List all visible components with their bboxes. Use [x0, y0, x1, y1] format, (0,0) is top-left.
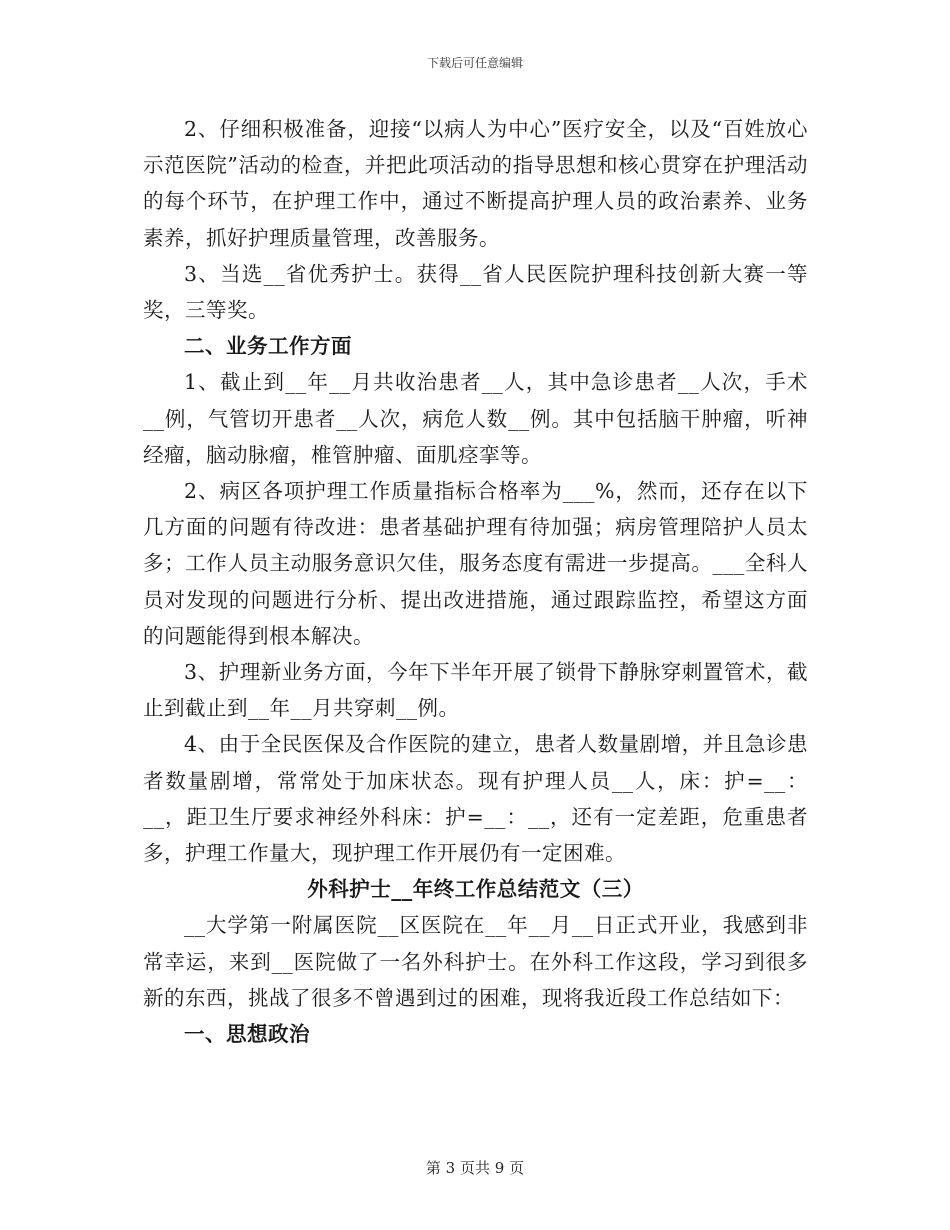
paragraph-intro: __大学第一附属医院__区医院在__年__月__日正式开业，我感到非常幸运，来到__医院做了一名外科护士。在外科工作这段，学习到很多新的东西，挑战了很多不曾遇到过的困难，现将我近段工作总结如下：	[143, 913, 808, 1010]
document-body	[143, 111, 808, 1052]
paragraph-business-2: 2、病区各项护理工作质量指标合格率为___%，然而，还存在以下几方面的问题有待改进：患者基础护理有待加强；病房管理陪护人员太多；工作人员主动服务意识欠佳，服务态度有需进一步提高。___全科人员对发现的问题进行分析、提出改进措施，通过跟踪监控，希望这方面的问题能得到根本解决。	[143, 479, 808, 648]
section-heading-ideology: 一、思想政治	[184, 1022, 310, 1047]
article-title: 外科护士__年终工作总结范文（三）	[307, 877, 644, 902]
paragraph-business-3: 3、护理新业务方面，今年下半年开展了锁骨下静脉穿刺置管术，截止到截止到__年__月共穿刺__例。	[143, 660, 808, 721]
page-number: 第 3 页共 9 页	[425, 1159, 525, 1177]
page-header: 下载后可任意编辑	[426, 56, 523, 70]
paragraph-business-4: 4、由于全民医保及合作医院的建立，患者人数量剧增，并且急诊患者数量剧增，常常处于加床状态。现有护理人员__人，床：护=__：__，距卫生厅要求神经外科床：护=__：__，还有一定差距，危重患者多，护理工作量大，现护理工作开展仍有一定困难。	[143, 732, 808, 866]
paragraph-business-1: 1、截止到__年__月共收治患者__人，其中急诊患者__人次，手术__例，气管切开患者__人次，病危人数__例。其中包括脑干肿瘤，听神经瘤，脑动脉瘤，椎管肿瘤、面肌痉挛等。	[143, 370, 808, 467]
paragraph-item-2: 2、仔细积极准备，迎接“以病人为中心”医疗安全，以及“百姓放心示范医院”活动的检查，并把此项活动的指导思想和核心贯穿在护理活动的每个环节，在护理工作中，通过不断提高护理人员的政治素养、业务素养，抓好护理质量管理，改善服务。	[143, 117, 808, 250]
paragraph-item-3: 3、当选__省优秀护士。获得__省人民医院护理科技创新大赛一等奖，三等奖。	[143, 261, 808, 323]
section-heading-business: 二、业务工作方面	[184, 334, 352, 359]
